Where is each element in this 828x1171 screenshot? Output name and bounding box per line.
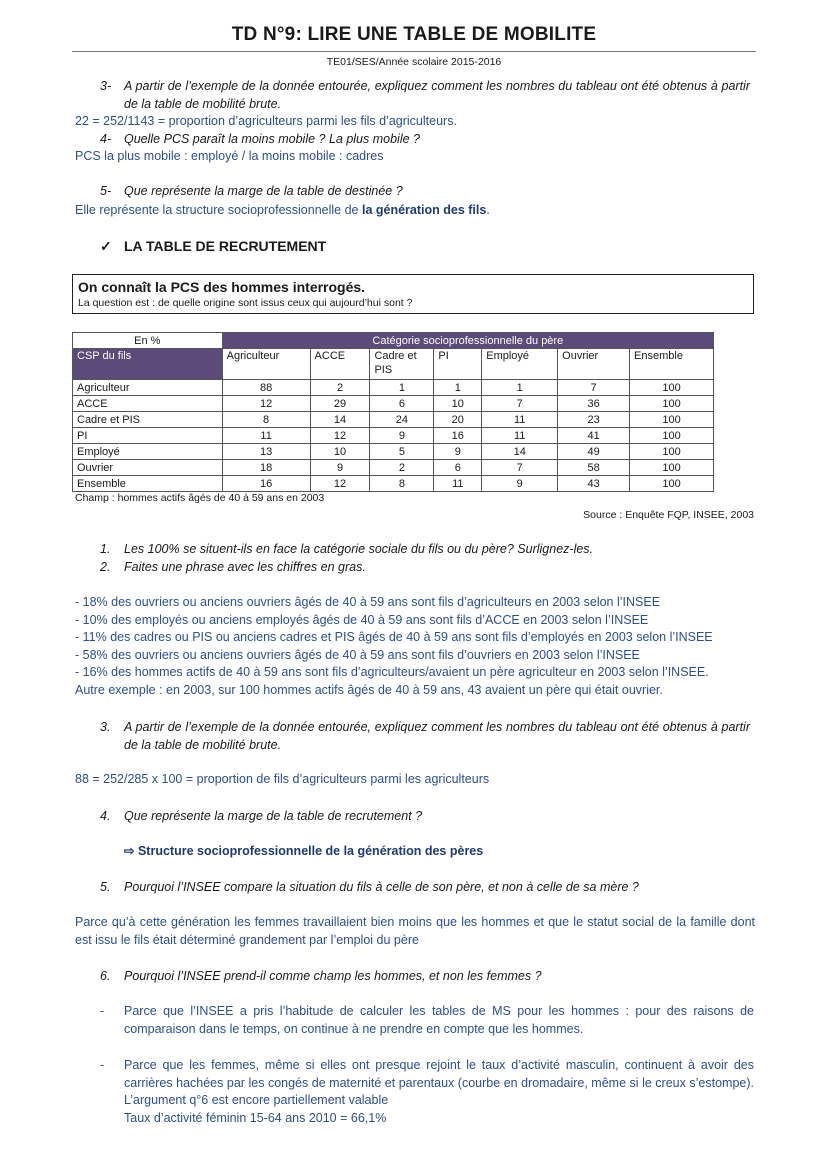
page-title: TD N°9: LIRE UNE TABLE DE MOBILITE [231, 24, 597, 45]
question-text: Pourquoi l’INSEE prend-il comme champ les hommes, et non les femmes ? [124, 969, 542, 983]
question-p2-6 [100, 967, 542, 985]
list-item: Autre exemple : en 2003, sur 100 hommes actifs âgés de 40 à 59 ans, 43 avaient un père qui était ouvrier. [75, 682, 663, 697]
question-p1-5 [100, 182, 403, 200]
arrow-right-icon: ⇨ [124, 844, 135, 858]
answer-dash: - [100, 1058, 105, 1072]
table-row [73, 444, 714, 460]
table-cell-bold: 58 [558, 460, 630, 476]
list-item: - 10% des employés ou anciens employés âgés de 40 à 59 ans sont fils d’ACCE en 2003 selon l’INSEE [75, 612, 649, 627]
table-column-header: ACCE [310, 349, 370, 380]
table-column-header: Employé [482, 349, 558, 380]
table-row [73, 412, 714, 428]
answer-text: Structure socioprofessionnelle de la génération des pères [137, 844, 484, 858]
table-cell: 9 [434, 444, 482, 460]
table-cell: 43 [558, 476, 630, 492]
table-unit: En % [73, 333, 223, 349]
table-cell: 1 [434, 380, 482, 396]
question-number: 4. [100, 809, 111, 823]
question-p2-1 [100, 540, 593, 558]
answer-list-p2-2 [75, 594, 755, 699]
question-p1-3 [100, 77, 754, 113]
table-cell: 49 [558, 444, 630, 460]
table-cell: 9 [370, 428, 434, 444]
table-cell: 12 [310, 428, 370, 444]
table-cell: 100 [630, 380, 714, 396]
table-cell: 88 [222, 380, 310, 396]
list-item: - 11% des cadres ou PIS ou anciens cadres et PIS âgés de 40 à 59 ans sont fils d’employés en 2003 selon l’INSEE [75, 630, 713, 644]
table-cell: 24 [370, 412, 434, 428]
table-column-header: Cadre et PIS [370, 349, 434, 380]
table-group-header: Catégorie socioprofessionnelle du père [222, 333, 713, 349]
table-column-header: PI [434, 349, 482, 380]
table-cell: 100 [630, 444, 714, 460]
checkmark-icon: ✓ [100, 238, 112, 254]
question-number: 1. [100, 542, 111, 556]
question-number: 3. [100, 720, 111, 734]
answer-p2-3: 88 = 252/285 x 100 = proportion de fils d’agriculteurs parmi les agriculteurs [75, 772, 490, 786]
table-row [73, 428, 714, 444]
table-row [73, 380, 714, 396]
row-label: Ensemble [73, 476, 223, 492]
table-cell: 2 [310, 380, 370, 396]
question-p2-5 [100, 878, 639, 896]
answer-end: . [486, 203, 490, 217]
table-cell: 13 [222, 444, 310, 460]
row-label: PI [73, 428, 223, 444]
table-column-header: Agriculteur [222, 349, 310, 380]
title-divider [72, 51, 756, 52]
intro-box [72, 274, 754, 314]
table-cell: 9 [310, 460, 370, 476]
question-text: Faites une phrase avec les chiffres en gras. [124, 560, 366, 574]
table-cell: 1 [482, 380, 558, 396]
question-text: A partir de l’exemple de la donnée entourée, expliquez comment les nombres du tableau ont été obtenus à partir de la table de mobilité brute. [124, 79, 750, 111]
answer-p2-5: Parce qu’à cette génération les femmes travaillaient bien moins que les hommes et que le statut social de la famille dont est issu le fils était déterminé grandement par l’emploi du père [75, 915, 755, 947]
table-cell-bold: 10 [310, 444, 370, 460]
table-column-header: Ouvrier [558, 349, 630, 380]
table-cell: 14 [482, 444, 558, 460]
table-cell: 29 [310, 396, 370, 412]
intro-box-subtext: La question est : de quelle origine sont issus ceux qui aujourd’hui sont ? [78, 297, 413, 309]
table-cell: 6 [434, 460, 482, 476]
question-text: Que représente la marge de la table de destinée ? [124, 184, 403, 198]
table-cell: 7 [482, 396, 558, 412]
table-cell: 10 [434, 396, 482, 412]
list-item: - 18% des ouvriers ou anciens ouvriers âgés de 40 à 59 ans sont fils d’agriculteurs en 2003 selon l’INSEE [75, 595, 661, 609]
table-row [73, 396, 714, 412]
table-row [73, 460, 714, 476]
table-source: Source : Enquête FQP, INSEE, 2003 [583, 509, 754, 521]
table-cell: 23 [558, 412, 630, 428]
table-cell: 100 [630, 428, 714, 444]
table-cell: 100 [630, 396, 714, 412]
question-number: 5- [100, 184, 112, 198]
row-label: Agriculteur [73, 380, 223, 396]
question-text: Les 100% se situent-ils en face la catégorie sociale du fils ou du père? Surlignez-les. [124, 542, 594, 556]
table-cell: 11 [434, 476, 482, 492]
table-row [73, 476, 714, 492]
row-label: Employé [73, 444, 223, 460]
list-item: - 16% des hommes actifs de 40 à 59 ans sont fils d’agriculteurs/avaient un père agriculteur en 2003 selon l’INSEE. [75, 665, 709, 679]
question-p1-4 [100, 130, 420, 148]
table-cell-bold: 11 [482, 412, 558, 428]
question-number: 3- [100, 79, 112, 93]
answer-text: Elle représente la structure socioprofessionnelle de [75, 203, 362, 217]
table-cell: 12 [222, 396, 310, 412]
question-p2-3 [100, 718, 754, 754]
table-cell: 20 [434, 412, 482, 428]
intro-box-heading: On connaît la PCS des hommes interrogés. [78, 279, 366, 295]
answer-p1-4: PCS la plus mobile : employé / la moins mobile : cadres [75, 149, 384, 163]
table-cell: 5 [370, 444, 434, 460]
question-text: Que représente la marge de la table de recrutement ? [124, 809, 423, 823]
table-row-header: CSP du fils [73, 349, 223, 380]
answer-p2-4 [124, 843, 483, 861]
question-number: 5. [100, 880, 111, 894]
answer-dash: - [100, 1004, 105, 1018]
table-cell: 7 [482, 460, 558, 476]
row-label: ACCE [73, 396, 223, 412]
table-cell: 14 [310, 412, 370, 428]
question-text: A partir de l’exemple de la donnée entourée, expliquez comment les nombres du tableau ont été obtenus à partir de la table de mobilité brute. [124, 720, 750, 752]
list-item: - 58% des ouvriers ou anciens ouvriers âgés de 40 à 59 ans sont fils d’ouvriers en 2003 selon l’INSEE [75, 647, 640, 662]
table-cell: 1 [370, 380, 434, 396]
answer-p1-3: 22 = 252/1143 = proportion d’agriculteurs parmi les fils d’agriculteurs. [75, 114, 457, 128]
table-cell: 36 [558, 396, 630, 412]
table-cell: 8 [370, 476, 434, 492]
row-label: Cadre et PIS [73, 412, 223, 428]
page-subtitle: TE01/SES/Année scolaire 2015-2016 [326, 56, 502, 68]
question-text: Pourquoi l’INSEE compare la situation du fils à celle de son père, et non à celle de sa mère ? [124, 880, 639, 894]
question-p2-4 [100, 807, 422, 825]
recruitment-table [72, 332, 714, 492]
section-title: LA TABLE DE RECRUTEMENT [124, 238, 327, 254]
question-number: 2. [100, 560, 111, 574]
question-p2-2 [100, 558, 366, 576]
table-cell: 6 [370, 396, 434, 412]
answer-p1-5 [75, 202, 490, 220]
table-cell: 100 [630, 412, 714, 428]
answer-p2-6-rate: Taux d’activité féminin 15-64 ans 2010 = 66,1% [124, 1111, 387, 1125]
table-cell: 9 [482, 476, 558, 492]
table-cell: 8 [222, 412, 310, 428]
table-cell: 11 [222, 428, 310, 444]
answer-p2-6-first: Parce que l’INSEE a pris l’habitude de calculer les tables de MS pour les hommes : pour des raisons de comparaison dans le temps, on continue à ne prendre en compte que les hommes. [124, 1004, 754, 1036]
table-cell: 16 [434, 428, 482, 444]
table-cell: 100 [630, 476, 714, 492]
table-cell: 7 [558, 380, 630, 396]
table-cell: 12 [310, 476, 370, 492]
section-heading [100, 238, 326, 255]
table-cell: 11 [482, 428, 558, 444]
table-champ: Champ : hommes actifs âgés de 40 à 59 ans en 2003 [75, 492, 325, 504]
table-cell: 41 [558, 428, 630, 444]
answer-emphasis: la génération des fils [361, 203, 487, 217]
table-column-header: Ensemble [630, 349, 714, 380]
question-number: 4- [100, 132, 112, 146]
table-cell: 100 [630, 460, 714, 476]
table-cell-bold: 2 [370, 460, 434, 476]
answer-p2-6-second: Parce que les femmes, même si elles ont presque rejoint le taux d’activité masculin, continuent à avoir des carrières hachées par les congés de maternité et parentaux (courbe en dromadaire, même si le creux s’estompe). L’argument q°6 est encore partiellement valable [124, 1058, 754, 1107]
row-label: Ouvrier [73, 460, 223, 476]
question-text: Quelle PCS paraît la moins mobile ? La plus mobile ? [124, 132, 420, 146]
table-cell-bold: 16 [222, 476, 310, 492]
question-number: 6. [100, 969, 111, 983]
table-cell-bold: 18 [222, 460, 310, 476]
